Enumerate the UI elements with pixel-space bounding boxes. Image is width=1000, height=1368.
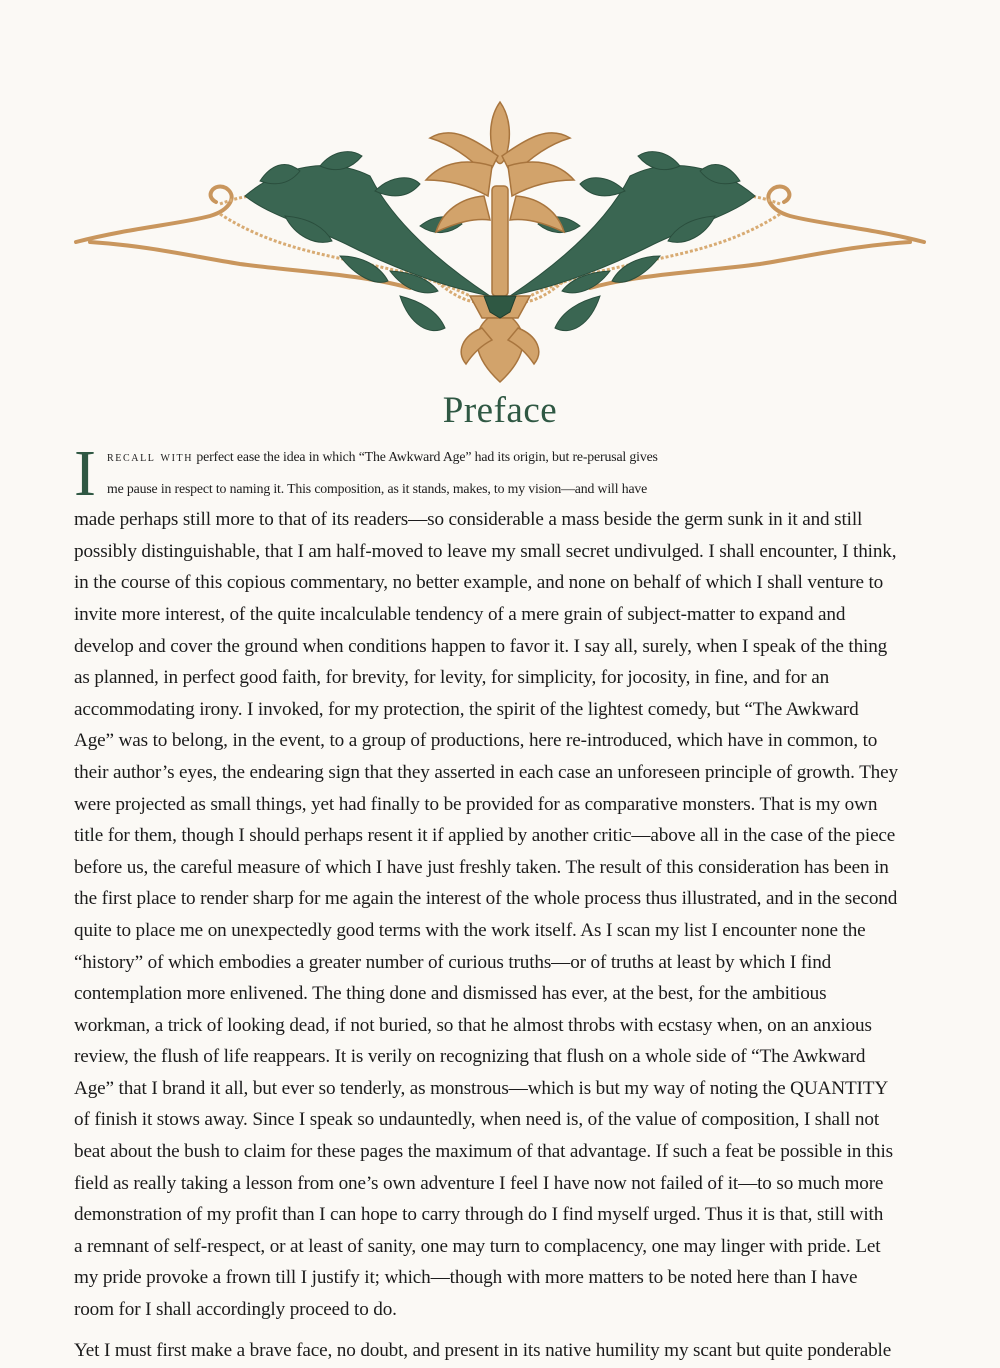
text-line: a remnant of self-respect, or at least of sanity, one may turn to complacency, one may linger with pride. Let [74, 1235, 881, 1257]
drop-cap: I [74, 437, 96, 510]
text-line: the first place to render sharp for me again the interest of the whole process thus illustrated, and in the second [74, 888, 898, 910]
text-line: Yet I must first make a brave face, no doubt, and present in its native humility my scant but quite ponderable [74, 1340, 892, 1361]
text-line: possibly distinguishable, that I am half-moved to leave my small secret undivulged. I shall encounter, I think, [74, 540, 897, 562]
body-paragraph [74, 437, 930, 1326]
text-line: demonstration of my profit than I can hope to carry through do I find myself urged. Thus it is that, still with [74, 1204, 884, 1226]
text-line: of finish it stows away. Since I speak so undauntedly, when need is, of the value of composition, I shall not [74, 1109, 880, 1131]
text-line: Age” was to belong, in the event, to a group of productions, here re-introduced, which have in common, to [74, 730, 878, 752]
text-line: accommodating irony. I invoked, for my protection, the spirit of the lightest comedy, but “The Awkward [74, 698, 859, 720]
text-line: were projected as small things, yet had finally to be provided for as comparative monsters. That is my own [74, 793, 878, 815]
body-paragraph-2 [74, 1335, 930, 1367]
lead-in: recall with [107, 449, 194, 464]
text-line: their author’s eyes, the endearing sign that they asserted in each case an unforeseen principle of growth. They [74, 761, 898, 783]
text-line: contemplation more enlivened. The thing done and dismissed has ever, at the best, for the ambitious [74, 983, 827, 1005]
text-line: room for I shall accordingly proceed to do. [74, 1299, 397, 1321]
text-line: invite more interest, of the quite incalculable tendency of a mere grain of subject-matter to expand and [74, 603, 846, 625]
text-line: develop and cover the ground when conditions happen to favor it. I say all, surely, when I speak of the thing [74, 635, 888, 657]
text-line: beat about the bush to claim for these pages the maximum of that advantage. If such a feat be possible in this [74, 1141, 893, 1163]
text-line: workman, a trick of looking dead, if not buried, so that he almost throbs with ecstasy when, on an anxious [74, 1014, 872, 1036]
page-title: Preface [442, 390, 558, 431]
text-line: recall with perfect ease the idea in which “The Awkward Age” had its origin, but re-perusal gives [107, 449, 658, 464]
text-line: made perhaps still more to that of its readers—so considerable a mass beside the germ sunk in it and still [74, 509, 863, 531]
text-line: Age” that I brand it all, but ever so tenderly, as monstrous—which is but my way of noting the QUANTITY [74, 1077, 889, 1099]
text-line: “history” of which embodies a greater number of curious truths—or of truths at least by which I find [74, 951, 832, 973]
acanthus-ornament-icon [70, 96, 930, 388]
text-line: review, the flush of life reappears. It is verily on recognizing that flush on a whole side of “The Awkward [74, 1046, 866, 1068]
text-line: field as really taking a lesson from one’s own adventure I feel I have now not failed of it—to so much more [74, 1172, 884, 1194]
text-line: before us, the careful measure of which I have just freshly taken. The result of this consideration has been in [74, 856, 889, 878]
text-line: in the course of this copious commentary, no better example, and none on behalf of which I shall venture to [74, 572, 884, 594]
text-line: my pride provoke a frown till I justify it; which—though with more matters to be noted here than I have [74, 1267, 858, 1289]
text-line: me pause in respect to naming it. This composition, as it stands, makes, to my vision—and will have [107, 480, 648, 496]
text-line: as planned, in perfect good faith, for brevity, for levity, for simplicity, for jocosity, in fine, and for an [74, 667, 830, 689]
text-line: quite to place me on unexpectedly good terms with the work itself. As I scan my list I encounter none the [74, 919, 866, 941]
text-line: title for them, though I should perhaps resent it if applied by another critic—above all in the case of the piece [74, 825, 896, 847]
